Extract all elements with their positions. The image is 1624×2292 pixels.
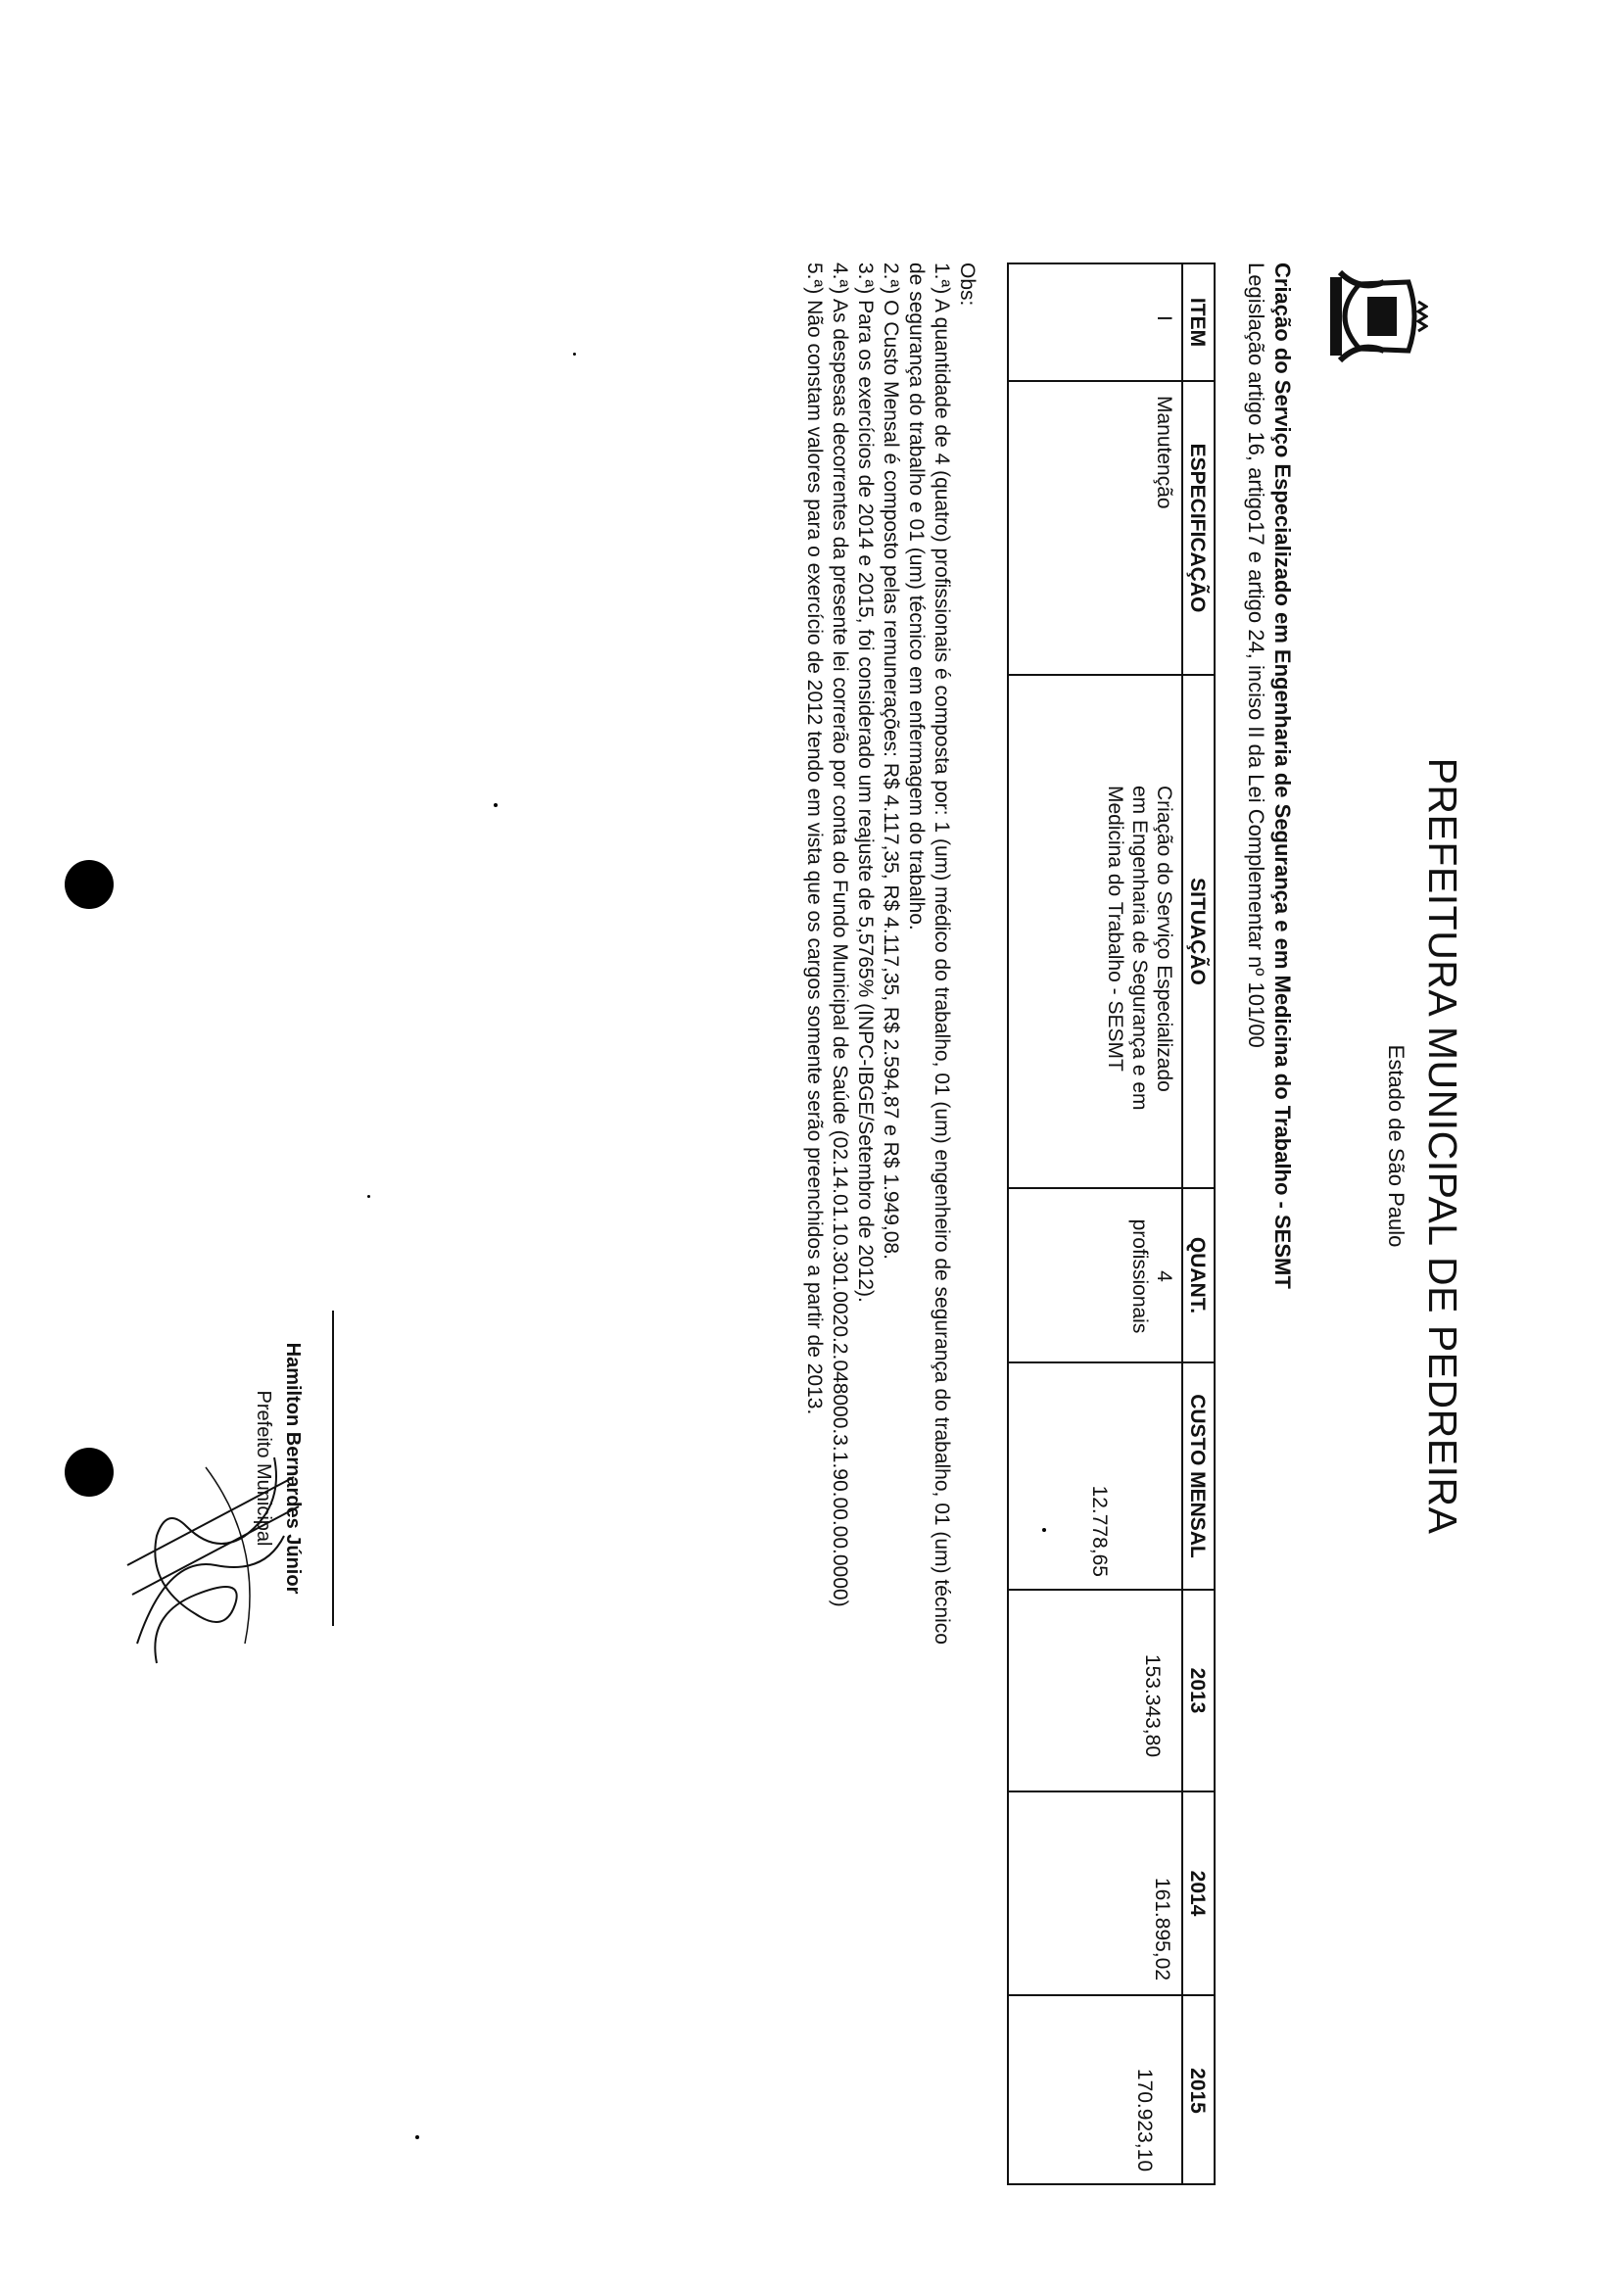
- obs-note-1a: 1.ª) A quantidade de 4 (quatro) profissionais é composta por: 1 (um) médico do trabalho, 01 (um) engenheiro de segurança do trabalho, 01 (um) técnico: [931, 263, 953, 1645]
- cell-especificacao: Manutenção: [1153, 396, 1175, 509]
- header-2013: 2013: [1186, 1667, 1209, 1714]
- obs-note-5: 5.ª) Não constam valores para o exercício de 2012 tendo em vista que os cargos somente serão preenchidos a partir de 2013.: [803, 263, 826, 1415]
- header-situacao: SITUAÇÃO: [1186, 878, 1209, 985]
- cell-situacao: [1103, 786, 1176, 1111]
- legislation-line: Legislação artigo 16, artigo17 e artigo 24, inciso II da Lei Complementar nº 101/00: [1244, 263, 1268, 1048]
- cell-2015: 170.923,10: [1133, 2068, 1156, 2172]
- scan-speck: [494, 803, 498, 807]
- column-custo-mensal: [1009, 1361, 1214, 1589]
- obs-note-3: 3.ª) Para os exercícios de 2014 e 2015, foi considerado um reajuste de 5,5765% (INPC-IBGE/Setembro de 2012).: [854, 263, 877, 1303]
- document-title: Criação do Serviço Especializado em Engenharia de Segurança e em Medicina do Trabalho - SESMT: [1270, 263, 1295, 1289]
- column-quant: [1009, 1187, 1214, 1361]
- cell-quant: [1127, 1189, 1176, 1363]
- column-2013: [1009, 1589, 1214, 1791]
- header-2015: 2015: [1186, 2068, 1209, 2114]
- situacao-line-3: Medicina do Trabalho - SESMT: [1104, 786, 1126, 1072]
- header-custo-mensal: CUSTO MENSAL: [1186, 1394, 1209, 1558]
- signatory-role: Prefeito Municipal: [253, 1390, 274, 1547]
- obs-note-2: 2.ª) O Custo Mensal é composto pelas remunerações: R$ 4.117,35, R$ 4.117,35, R$ 2.594,87 e R$ 1.949,08.: [880, 263, 902, 1260]
- column-2015: [1009, 1994, 1214, 2185]
- signature-line: [332, 1311, 334, 1626]
- scan-speck: [415, 2135, 419, 2139]
- header-quant: QUANT.: [1186, 1236, 1209, 1314]
- obs-note-1b: de segurança do trabalho e 01 (um) técnico em enfermagem do trabalho.: [905, 263, 928, 931]
- cost-table: [1007, 263, 1216, 2185]
- column-item: [1009, 264, 1214, 380]
- quant-number: 4: [1153, 1270, 1175, 1282]
- municipal-crest-icon: [1320, 263, 1428, 370]
- cell-2013: 153.343,80: [1141, 1653, 1164, 1757]
- signatory-name: Hamilton Bernardes Júnior: [282, 1342, 304, 1595]
- cell-item: I: [1153, 315, 1175, 321]
- cell-custo-mensal: 12.778,65: [1088, 1485, 1111, 1577]
- handwritten-signature-icon: [118, 1448, 304, 1683]
- state-subtitle: Estado de São Paulo: [1384, 1044, 1409, 1248]
- column-situacao: [1009, 674, 1214, 1187]
- header-2014: 2014: [1186, 1870, 1209, 1917]
- obs-note-4: 4.ª) As despesas decorrentes da presente lei correrão por conta do Fundo Municipal de Saúde (02.14.01.10.301.0020.2.048000.3.1.90.00.00.0000): [829, 263, 851, 1607]
- header-especificacao: ESPECIFICAÇÃO: [1186, 443, 1209, 613]
- column-2014: [1009, 1791, 1214, 1994]
- cell-2014: 161.895,02: [1151, 1877, 1173, 1981]
- header-item: ITEM: [1186, 297, 1209, 348]
- quant-unit: profissionais: [1128, 1218, 1151, 1334]
- situacao-line-1: Criação do Serviço Especializado: [1153, 786, 1175, 1092]
- observations: [801, 263, 979, 2202]
- situacao-line-2: em Engenharia de Segurança e em: [1128, 786, 1151, 1111]
- obs-label: Obs:: [956, 263, 979, 307]
- column-especificacao: [1009, 380, 1214, 674]
- scan-speck: [367, 1195, 370, 1198]
- municipality-title: PREFEITURA MUNICIPAL DE PEDREIRA: [1420, 757, 1465, 1535]
- scan-speck: [573, 353, 576, 356]
- scan-speck: [1042, 1528, 1046, 1532]
